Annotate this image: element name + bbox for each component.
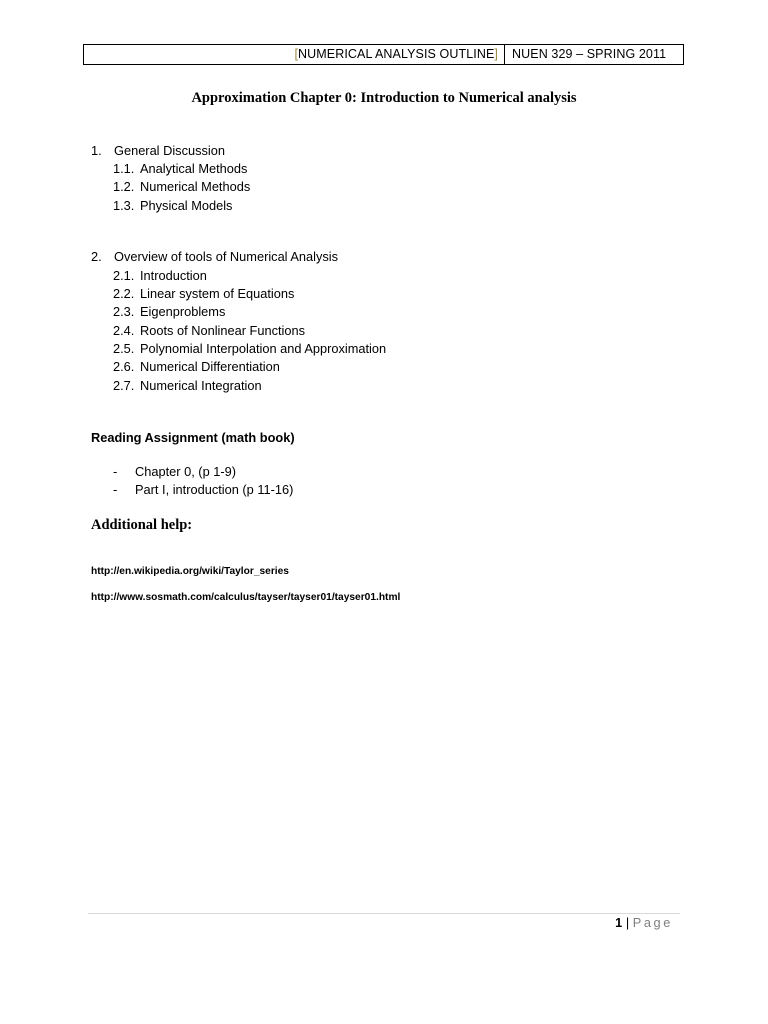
item-number: 2.4.: [113, 323, 135, 338]
item-number: 2.2.: [113, 286, 135, 301]
item-text: Numerical Integration: [140, 378, 262, 393]
item-text: Linear system of Equations: [140, 286, 295, 301]
document-title: Approximation Chapter 0: Introduction to Numerical analysis: [191, 90, 577, 106]
item-text: Eigenproblems: [140, 304, 226, 319]
item-number: 2.1.: [113, 268, 135, 283]
section-number: 2.: [91, 249, 102, 264]
section-number: 1.: [91, 143, 102, 158]
item-number: 2.3.: [113, 304, 135, 319]
list-item: [113, 286, 294, 302]
additional-help-heading: Additional help:: [91, 517, 193, 533]
item-number: 1.2.: [113, 179, 135, 194]
item-text: Introduction: [140, 268, 207, 283]
list-item: [113, 161, 247, 177]
reading-item-text: Part I, introduction (p 11-16): [135, 482, 294, 497]
list-item: [113, 378, 262, 394]
item-number: 2.6.: [113, 359, 135, 374]
reading-item: [113, 464, 236, 480]
section-1: [91, 143, 225, 159]
list-item: [113, 341, 386, 357]
help-link-wikipedia[interactable]: http://en.wikipedia.org/wiki/Taylor_series: [91, 566, 289, 577]
header-bracket-close: ]: [494, 47, 498, 61]
page-label: Page: [632, 915, 673, 930]
item-text: Numerical Methods: [140, 179, 251, 194]
reading-item-text: Chapter 0, (p 1-9): [135, 464, 237, 479]
help-link-sosmath[interactable]: http://www.sosmath.com/calculus/tayser/tayser01/tayser01.html: [91, 592, 401, 603]
header-bracket-open: [: [294, 47, 299, 61]
page-number: 1: [615, 915, 623, 930]
bullet-dash: -: [113, 482, 118, 497]
header-course-code: NUEN 329 – SPRING 2011: [512, 47, 667, 61]
list-item: [113, 304, 225, 320]
item-text: Polynomial Interpolation and Approximation: [140, 341, 387, 356]
section-title: Overview of tools of Numerical Analysis: [114, 249, 339, 264]
list-item: [113, 359, 280, 375]
list-item: [113, 198, 232, 214]
section-title: General Discussion: [114, 143, 225, 158]
item-text: Analytical Methods: [140, 161, 248, 176]
reading-item: [113, 482, 293, 498]
page-footer: [615, 915, 673, 931]
item-number: 1.3.: [113, 198, 135, 213]
footer-divider: [88, 913, 680, 914]
item-text: Roots of Nonlinear Functions: [140, 323, 306, 338]
header-title-text: NUMERICAL ANALYSIS OUTLINE: [298, 47, 495, 61]
page-separator: |: [625, 915, 630, 930]
list-item: [113, 323, 305, 339]
item-number: 2.7.: [113, 378, 135, 393]
reading-heading: Reading Assignment (math book): [91, 430, 295, 445]
item-text: Numerical Differentiation: [140, 359, 280, 374]
item-number: 1.1.: [113, 161, 135, 176]
item-number: 2.5.: [113, 341, 135, 356]
page-header: [83, 44, 684, 65]
header-course-title: [84, 45, 505, 64]
section-2: [91, 249, 338, 265]
list-item: [113, 179, 250, 195]
list-item: [113, 268, 207, 284]
item-text: Physical Models: [140, 198, 233, 213]
bullet-dash: -: [113, 464, 118, 479]
